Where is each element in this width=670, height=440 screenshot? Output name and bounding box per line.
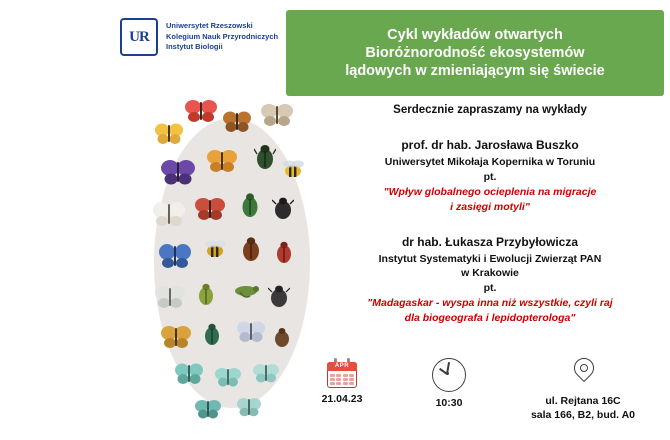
butterfly-icon — [222, 110, 252, 134]
calendar-month-label: APR — [327, 362, 357, 371]
speaker-affiliation: Uniwersytet Mikołaja Kopernika w Toruniu — [384, 156, 596, 168]
talk-title — [316, 296, 664, 325]
butterfly-icon — [160, 158, 196, 186]
event-address — [504, 394, 662, 422]
butterfly-icon — [158, 242, 192, 270]
butterfly-icon — [260, 102, 294, 128]
butterfly-icon — [194, 196, 226, 222]
pt-label: pt. — [483, 281, 497, 294]
lecture-announcement — [316, 104, 664, 345]
banner-line-1: Cykl wykładów otwartych — [387, 26, 563, 43]
speaker-affiliation — [316, 252, 664, 280]
logo-text — [166, 21, 278, 54]
butterfly-icon — [152, 200, 186, 228]
beetle-icon — [240, 192, 260, 218]
event-time: 10:30 — [435, 397, 463, 409]
butterfly-icon — [206, 148, 238, 174]
beetle-icon — [240, 236, 262, 262]
event-place-block — [504, 358, 662, 422]
butterfly-icon — [174, 362, 204, 386]
talk-title-line-1: "Wpływ globalnego ocieplenia na migracje — [383, 186, 597, 199]
pt-label: pt. — [483, 171, 497, 184]
logo-line-1: Uniwersytet Rzeszowski — [166, 20, 253, 30]
event-details-footer — [286, 358, 666, 434]
logo-line-2: Kolegium Nauk Przyrodniczych — [166, 31, 279, 41]
logo-mark-icon: UR — [120, 18, 158, 56]
event-date-block — [292, 358, 392, 406]
beetle-icon — [196, 282, 216, 306]
butterfly-icon — [236, 320, 266, 344]
university-logo — [120, 18, 278, 56]
speaker-name: dr hab. Łukasza Przybyłowicza — [401, 234, 579, 249]
location-pin-icon — [571, 358, 595, 390]
beetle-icon — [274, 240, 294, 264]
talk-title-line-2: dla biogeografa i lepidopterologa" — [404, 311, 576, 324]
clock-icon — [432, 358, 466, 392]
talk-title-line-2: i zasięgi motyli" — [450, 200, 530, 213]
lecture-block-2 — [316, 235, 664, 326]
butterfly-icon — [252, 362, 280, 384]
beetle-icon — [254, 144, 276, 170]
butterfly-icon — [194, 398, 222, 420]
lecture-block-1 — [316, 138, 664, 215]
beetle-icon — [202, 322, 222, 346]
speaker-name: prof. dr hab. Jarosława Buszko — [401, 138, 579, 152]
speaker-affiliation-line-2: w Krakowie — [461, 266, 519, 279]
beetle-icon — [272, 196, 294, 220]
bee-icon — [202, 238, 228, 260]
talk-title-line-1: "Madagaskar - wyspa inna niż wszystkie, czyli raj — [367, 296, 613, 309]
event-date: 21.04.23 — [321, 393, 363, 405]
event-time-block — [404, 358, 494, 410]
talk-title — [316, 185, 664, 214]
butterfly-icon — [160, 324, 192, 350]
banner-line-2: Bioróżnorodność ekosystemów — [365, 44, 585, 61]
title-banner — [286, 10, 664, 96]
butterfly-icon — [154, 122, 184, 146]
butterfly-icon — [154, 284, 186, 310]
invitation-text: Serdecznie zapraszamy na wykłady — [393, 104, 587, 116]
butterfly-icon — [214, 366, 242, 388]
beetle-icon — [268, 284, 290, 308]
logo-line-3: Instytut Biologii — [166, 42, 223, 52]
event-address-line-2: sala 166, B2, bud. A0 — [530, 409, 636, 422]
grasshopper-icon — [232, 280, 260, 300]
bee-icon — [280, 158, 306, 180]
butterfly-icon — [184, 98, 218, 124]
butterfly-icon — [236, 396, 262, 418]
beetle-icon — [272, 326, 292, 348]
speaker-affiliation-line-1: Instytut Systematyki i Ewolucji Zwierząt PAN — [378, 252, 602, 265]
calendar-icon — [327, 358, 357, 388]
banner-line-3: lądowych w zmieniającym się świecie — [345, 63, 605, 80]
event-address-line-1: ul. Rejtana 16C — [545, 395, 621, 407]
